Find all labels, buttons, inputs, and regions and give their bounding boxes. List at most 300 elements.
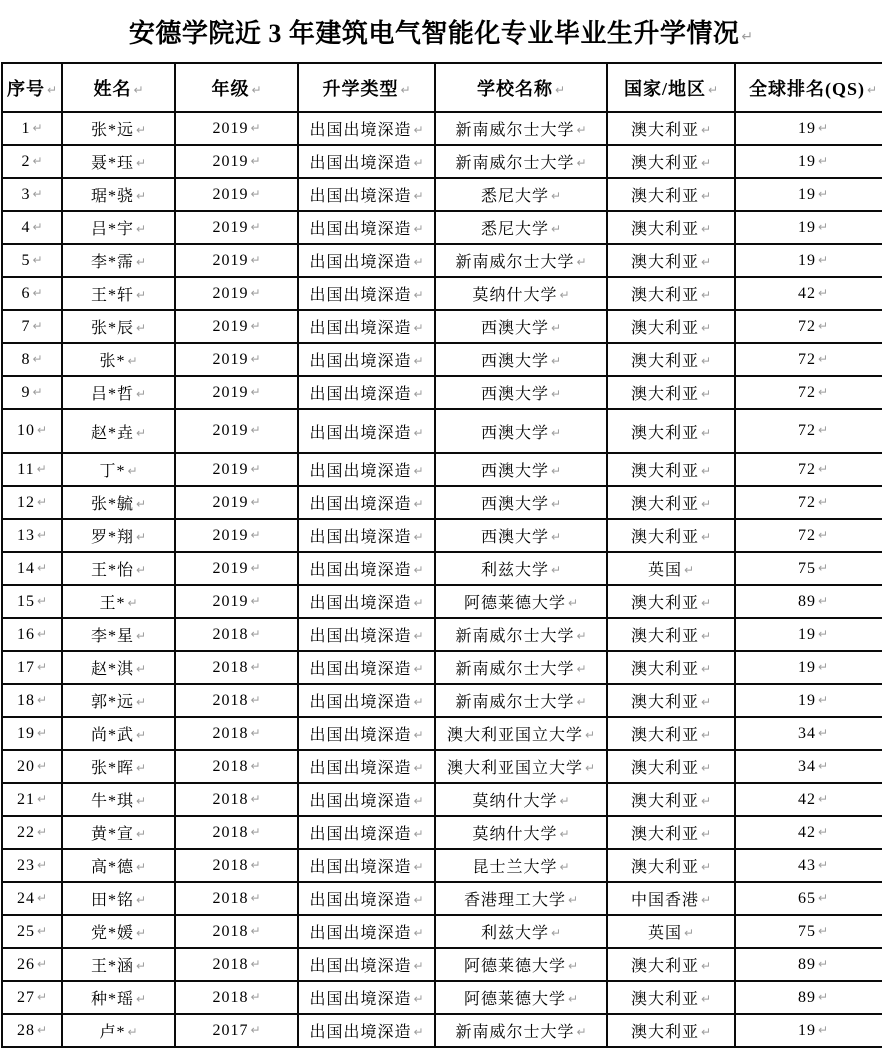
cell-text: 75 [797,922,816,940]
line-break-mark-icon: ↵ [550,530,562,544]
table-cell [735,915,882,948]
table-cell [2,244,62,277]
table-cell [435,343,607,376]
line-break-mark-icon: ↵ [250,318,261,333]
line-break-mark-icon: ↵ [866,82,878,97]
table-cell [735,376,882,409]
table-cell [298,783,435,816]
cell-text: 王*涵 [90,958,134,975]
line-break-mark-icon: ↵ [135,893,147,907]
table-cell [2,277,62,310]
line-break-mark-icon: ↵ [413,761,424,775]
line-break-mark-icon: ↵ [700,464,712,478]
cell-text: 出国出境深造 [309,529,412,546]
admissions-table [1,62,882,1048]
table-cell [435,816,607,849]
table-cell [2,178,62,211]
table-cell [735,618,882,651]
cell-text: 新南威尔士大学 [455,254,575,271]
line-break-mark-icon: ↵ [413,992,424,1006]
line-break-mark-icon: ↵ [413,959,424,973]
cell-text: 2019 [212,218,249,236]
line-break-mark-icon: ↵ [817,351,829,366]
cell-text: 3 [21,185,31,203]
line-break-mark-icon: ↵ [576,123,587,137]
line-break-mark-icon: ↵ [817,219,829,234]
table-cell [62,816,175,849]
table-cell [435,981,607,1014]
line-break-mark-icon: ↵ [700,662,712,676]
table-cell [2,651,62,684]
line-break-mark-icon: ↵ [817,725,829,740]
table-cell [62,112,175,145]
cell-text: 学校名称 [476,78,553,99]
cell-text: 24 [16,889,35,907]
table-row [2,310,882,343]
table-row [2,112,882,145]
cell-text: 赵*垚 [90,424,134,442]
line-break-mark-icon: ↵ [135,926,147,940]
header-row [2,63,882,112]
cell-text: 34 [797,757,816,775]
table-cell [175,1014,298,1047]
line-break-mark-icon: ↵ [413,222,424,236]
cell-text: 出国出境深造 [309,694,412,711]
cell-text: 2018 [212,955,249,973]
cell-text: 2019 [212,592,249,610]
cell-text: 出国出境深造 [309,892,412,909]
cell-text: 72 [797,383,816,401]
table-cell [62,409,175,453]
table-cell [62,783,175,816]
cell-text: 罗*翔 [90,529,134,546]
line-break-mark-icon: ↵ [817,153,829,168]
table-cell [298,409,435,453]
line-break-mark-icon: ↵ [413,1025,424,1039]
line-break-mark-icon: ↵ [413,321,424,335]
cell-text: 吕*宇 [90,221,134,238]
line-break-mark-icon: ↵ [559,288,570,302]
table-row [2,244,882,277]
cell-text: 19 [797,625,816,643]
cell-text: 澳大利亚 [630,155,699,172]
table-row [2,849,882,882]
table-cell [435,1014,607,1047]
cell-text: 19 [797,185,816,203]
cell-text: 72 [797,350,816,368]
table-cell [435,783,607,816]
table-row [2,145,882,178]
table-cell [607,684,735,717]
line-break-mark-icon: ↵ [567,596,579,610]
table-cell [298,519,435,552]
cell-text: 出国出境深造 [309,595,412,612]
line-break-mark-icon: ↵ [700,189,712,203]
cell-text: 利兹大学 [480,562,549,579]
line-break-mark-icon: ↵ [36,527,48,542]
table-row [2,178,882,211]
table-cell [607,618,735,651]
line-break-mark-icon: ↵ [36,560,48,575]
cell-text: 22 [16,823,35,841]
line-break-mark-icon: ↵ [36,423,48,437]
table-cell [607,585,735,618]
line-break-mark-icon: ↵ [817,824,829,839]
table-cell [175,849,298,882]
cell-text: 澳大利亚 [630,122,699,139]
line-break-mark-icon: ↵ [700,860,712,874]
table-cell [607,948,735,981]
table-cell [2,343,62,376]
line-break-mark-icon: ↵ [550,321,562,335]
line-break-mark-icon: ↵ [700,893,712,907]
line-break-mark-icon: ↵ [250,560,261,575]
cell-text: 89 [797,955,816,973]
table-cell [607,486,735,519]
line-break-mark-icon: ↵ [250,351,261,366]
cell-text: 89 [797,592,816,610]
cell-text: 阿德莱德大学 [463,958,566,975]
line-break-mark-icon: ↵ [400,82,411,97]
table-cell [175,519,298,552]
table-row [2,882,882,915]
table-cell [298,211,435,244]
line-break-mark-icon: ↵ [413,387,424,401]
line-break-mark-icon: ↵ [413,123,424,137]
cell-text: 27 [16,988,35,1006]
cell-text: 75 [797,559,816,577]
line-break-mark-icon: ↵ [135,629,147,643]
cell-text: 澳大利亚国立大学 [446,760,583,777]
line-break-mark-icon: ↵ [817,1022,829,1037]
line-break-mark-icon: ↵ [576,156,587,170]
line-break-mark-icon: ↵ [413,425,424,440]
cell-text: 悉尼大学 [480,221,549,238]
line-break-mark-icon: ↵ [36,692,48,707]
cell-text: 出国出境深造 [309,760,412,777]
table-cell [2,948,62,981]
line-break-mark-icon: ↵ [250,791,261,806]
cell-text: 19 [797,152,816,170]
cell-text: 王* [99,595,126,612]
table-cell [175,585,298,618]
table-cell [435,244,607,277]
line-break-mark-icon: ↵ [413,288,424,302]
cell-text: 澳大利亚 [630,727,699,744]
line-break-mark-icon: ↵ [250,857,261,872]
cell-text: 姓名 [93,78,132,99]
table-cell [175,178,298,211]
line-break-mark-icon: ↵ [36,857,48,872]
cell-text: 悉尼大学 [480,188,549,205]
cell-text: 17 [16,658,35,676]
table-cell [175,882,298,915]
line-break-mark-icon: ↵ [127,464,138,478]
cell-text: 李*霈 [90,254,134,271]
cell-text: 14 [16,559,35,577]
line-break-mark-icon: ↵ [413,497,424,511]
cell-text: 西澳大学 [480,529,549,546]
table-cell [735,717,882,750]
line-break-mark-icon: ↵ [135,425,147,440]
line-break-mark-icon: ↵ [32,219,43,234]
cell-text: 72 [797,422,816,439]
table-row [2,816,882,849]
cell-text: 种*瑶 [90,991,134,1008]
cell-text: 2018 [212,658,249,676]
line-break-mark-icon: ↵ [584,728,596,742]
cell-text: 20 [16,757,35,775]
table-cell [2,849,62,882]
line-break-mark-icon: ↵ [413,255,424,269]
table-cell [607,816,735,849]
table-cell [435,585,607,618]
line-break-mark-icon: ↵ [817,626,829,641]
line-break-mark-icon: ↵ [46,82,58,97]
table-cell [62,244,175,277]
table-cell [62,717,175,750]
table-cell [175,277,298,310]
table-cell [298,112,435,145]
line-break-mark-icon: ↵ [135,662,147,676]
table-cell [298,277,435,310]
table-cell [607,981,735,1014]
line-break-mark-icon: ↵ [550,222,562,236]
table-cell [298,618,435,651]
cell-text: 18 [16,691,35,709]
table-cell [435,882,607,915]
cell-text: 2017 [212,1021,249,1039]
cell-text: 年级 [211,78,250,99]
table-cell [607,717,735,750]
cell-text: 9 [21,383,31,401]
cell-text: 19 [797,1021,816,1039]
line-break-mark-icon: ↵ [250,219,261,234]
line-break-mark-icon: ↵ [36,1022,48,1037]
table-row [2,1014,882,1047]
cell-text: 2019 [212,460,249,478]
cell-text: 张*晖 [90,760,134,777]
table-cell [435,519,607,552]
cell-text: 89 [797,988,816,1006]
line-break-mark-icon: ↵ [250,285,261,300]
table-cell [607,376,735,409]
table-cell [2,211,62,244]
table-row [2,585,882,618]
line-break-mark-icon: ↵ [700,959,712,973]
table-cell [435,618,607,651]
line-break-mark-icon: ↵ [32,186,43,201]
table-cell [298,585,435,618]
table-cell [2,585,62,618]
line-break-mark-icon: ↵ [135,794,147,808]
table-cell [607,783,735,816]
cell-text: 出国出境深造 [309,188,412,205]
cell-text: 2019 [212,317,249,335]
line-break-mark-icon: ↵ [36,725,48,740]
line-break-mark-icon: ↵ [251,82,262,97]
cell-text: 澳大利亚 [630,991,699,1008]
line-break-mark-icon: ↵ [135,530,147,544]
line-break-mark-icon: ↵ [817,890,829,905]
cell-text: 新南威尔士大学 [455,661,575,678]
line-break-mark-icon: ↵ [550,354,562,368]
cell-text: 出国出境深造 [309,353,412,370]
table-cell [607,453,735,486]
cell-text: 郭*远 [90,694,134,711]
table-cell [62,552,175,585]
table-cell [607,1014,735,1047]
line-break-mark-icon: ↵ [700,222,712,236]
line-break-mark-icon: ↵ [584,761,596,775]
cell-text: 新南威尔士大学 [455,628,575,645]
line-break-mark-icon: ↵ [250,890,261,905]
line-break-mark-icon: ↵ [700,629,712,643]
line-break-mark-icon: ↵ [554,82,566,97]
cell-text: 党*媛 [90,925,134,942]
line-break-mark-icon: ↵ [413,629,424,643]
table-cell [2,453,62,486]
cell-text: 19 [797,658,816,676]
cell-text: 澳大利亚 [630,221,699,238]
line-break-mark-icon: ↵ [700,761,712,775]
table-cell [175,783,298,816]
cell-text: 34 [797,724,816,742]
table-cell [435,750,607,783]
table-cell [2,409,62,453]
cell-text: 英国 [647,925,682,942]
cell-text: 2 [21,152,31,170]
cell-text: 12 [16,493,35,511]
line-break-mark-icon: ↵ [135,761,147,775]
cell-text: 田*铭 [90,892,134,909]
cell-text: 尚*武 [90,727,134,744]
cell-text: 19 [797,119,816,137]
column-header [298,63,435,112]
line-break-mark-icon: ↵ [817,527,829,542]
cell-text: 澳大利亚 [630,793,699,810]
table-cell [435,277,607,310]
cell-text: 5 [21,251,31,269]
cell-text: 19 [797,691,816,709]
cell-text: 澳大利亚 [630,287,699,304]
line-break-mark-icon: ↵ [700,728,712,742]
cell-text: 2018 [212,757,249,775]
table-cell [175,750,298,783]
line-break-mark-icon: ↵ [550,464,562,478]
cell-text: 25 [16,922,35,940]
line-break-mark-icon: ↵ [559,794,570,808]
cell-text: 42 [797,284,816,302]
table-cell [435,409,607,453]
cell-text: 出国出境深造 [309,859,412,876]
line-break-mark-icon: ↵ [413,728,424,742]
line-break-mark-icon: ↵ [250,692,261,707]
table-row [2,684,882,717]
cell-text: 阿德莱德大学 [463,991,566,1008]
cell-text: 阿德莱德大学 [463,595,566,612]
line-break-mark-icon: ↵ [32,120,43,135]
line-break-mark-icon: ↵ [250,527,261,542]
line-break-mark-icon: ↵ [567,992,579,1006]
cell-text: 2018 [212,823,249,841]
line-break-mark-icon: ↵ [576,629,587,643]
cell-text: 张*远 [90,122,134,139]
line-break-mark-icon: ↵ [36,791,48,806]
table-row [2,343,882,376]
table-cell [175,145,298,178]
table-cell [2,145,62,178]
cell-text: 出国出境深造 [309,727,412,744]
cell-text: 张*毓 [90,496,134,513]
line-break-mark-icon: ↵ [817,252,829,267]
line-break-mark-icon: ↵ [550,425,562,440]
line-break-mark-icon: ↵ [135,497,147,511]
table-cell [735,486,882,519]
table-cell [735,453,882,486]
line-break-mark-icon: ↵ [683,926,695,940]
page-title [0,0,882,62]
table-cell [62,310,175,343]
table-cell [62,178,175,211]
line-break-mark-icon: ↵ [36,923,48,938]
cell-text: 吕*哲 [90,386,134,403]
table-cell [298,948,435,981]
line-break-mark-icon: ↵ [817,423,829,437]
table-cell [62,915,175,948]
table-cell [62,948,175,981]
line-break-mark-icon: ↵ [135,860,147,874]
line-break-mark-icon: ↵ [413,156,424,170]
table-cell [435,112,607,145]
table-cell [298,882,435,915]
cell-text: 西澳大学 [480,424,549,442]
table-cell [607,915,735,948]
line-break-mark-icon: ↵ [36,989,48,1004]
table-cell [2,618,62,651]
line-break-mark-icon: ↵ [567,893,579,907]
line-break-mark-icon: ↵ [32,252,43,267]
table-cell [607,651,735,684]
table-row [2,519,882,552]
line-break-mark-icon: ↵ [250,923,261,938]
line-break-mark-icon: ↵ [135,695,147,709]
cell-text: 出国出境深造 [309,991,412,1008]
cell-text: 张* [99,353,126,370]
table-cell [607,750,735,783]
line-break-mark-icon: ↵ [576,255,587,269]
table-cell [607,519,735,552]
table-cell [435,684,607,717]
table-cell [607,882,735,915]
cell-text: 72 [797,460,816,478]
cell-text: 丁* [99,463,126,480]
cell-text: 23 [16,856,35,874]
cell-text: 2018 [212,724,249,742]
line-break-mark-icon: ↵ [135,992,147,1006]
cell-text: 澳大利亚 [630,859,699,876]
table-cell [607,211,735,244]
table-cell [2,783,62,816]
table-cell [735,651,882,684]
line-break-mark-icon: ↵ [413,893,424,907]
line-break-mark-icon: ↵ [250,153,261,168]
table-cell [175,981,298,1014]
table-row [2,552,882,585]
table-cell [435,552,607,585]
cell-text: 8 [21,350,31,368]
cell-text: 西澳大学 [480,353,549,370]
